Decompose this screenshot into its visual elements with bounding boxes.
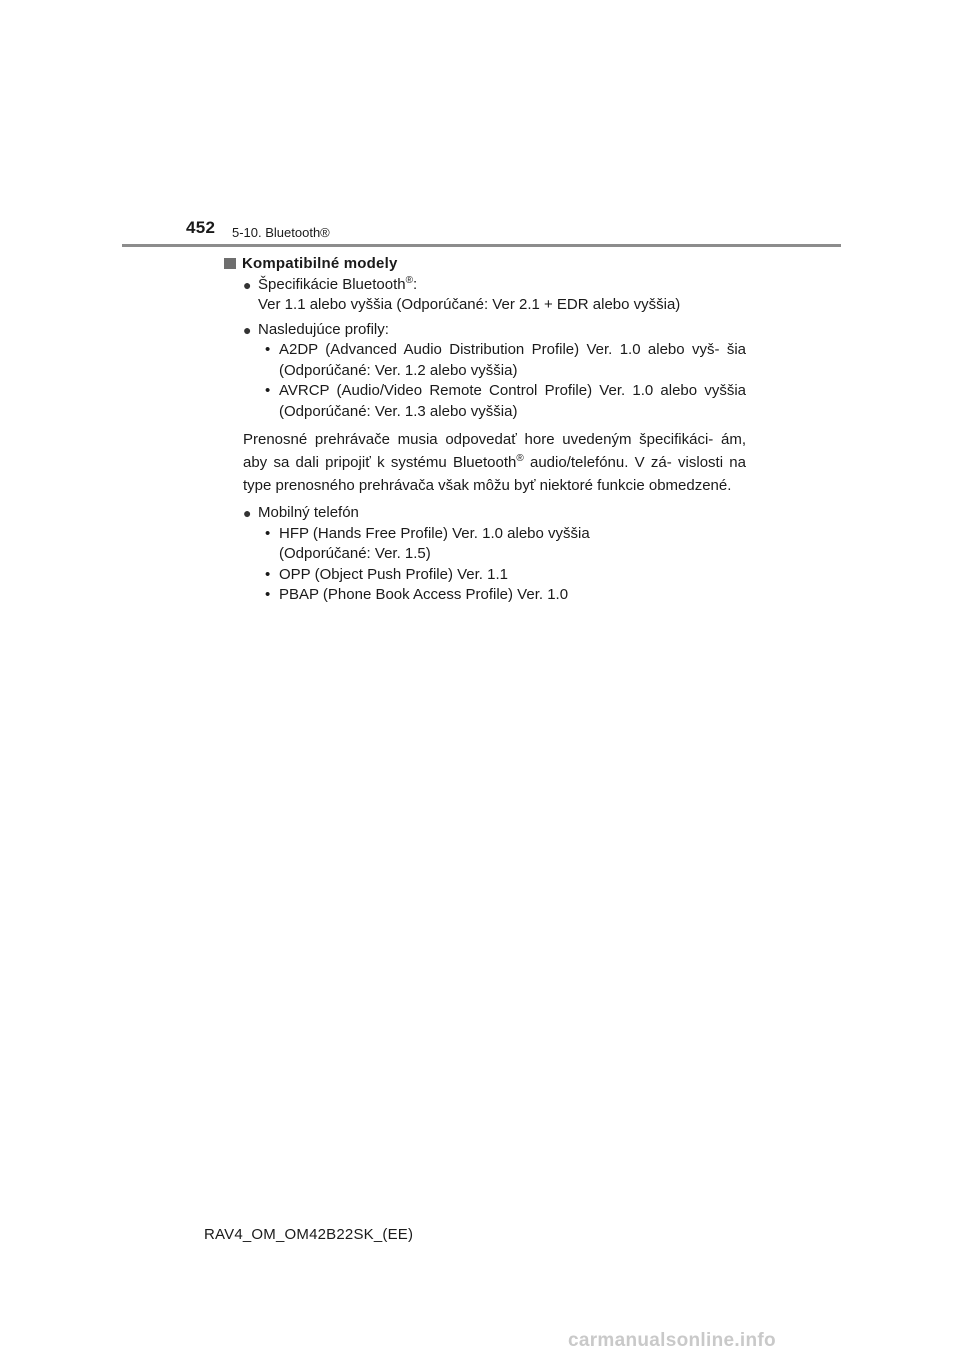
dot-bullet-icon: • [265, 524, 271, 542]
profiles-label: Nasledujúce profily: [258, 320, 389, 338]
list-item [265, 524, 746, 565]
page-number: 452 [186, 218, 216, 237]
watermark: carmanualsonline.info [568, 1330, 776, 1351]
mobile-label: Mobilný telefón [258, 504, 359, 521]
profile-hfp: HFP (Hands Free Profile) Ver. 1.0 alebo vyššia [279, 524, 590, 542]
bluetooth-spec-detail: Ver 1.1 alebo vyššia (Odporúčané: Ver 2.1 + EDR alebo vyššia) [258, 296, 681, 313]
section-title: 5-10. Bluetooth® [232, 225, 330, 240]
profile-opp: OPP (Object Push Profile) Ver. 1.1 [279, 565, 508, 583]
bullet-profiles [243, 320, 746, 341]
profile-pbap: PBAP (Phone Book Access Profile) Ver. 1.0 [279, 586, 569, 603]
page-content [224, 254, 746, 606]
profile-avrcp: AVRCP (Audio/Video Remote Control Profile) Ver. 1.0 alebo vyššia (Odporúčané: Ver. 1.3 alebo vyššia) [279, 382, 746, 420]
circle-bullet-icon: ● [243, 276, 252, 293]
profile-hfp-note: (Odporúčané: Ver. 1.5) [279, 545, 431, 562]
dot-bullet-icon: • [265, 565, 271, 583]
list-item [265, 585, 746, 606]
header-divider [122, 244, 841, 247]
spec-label-colon: : [412, 275, 418, 293]
circle-bullet-icon: ● [243, 505, 252, 521]
bullet-mobile [243, 503, 746, 524]
registered-mark: ® [405, 274, 413, 286]
heading-text: Kompatibilné modely [242, 255, 398, 272]
document-code: RAV4_OM_OM42B22SK_(EE) [204, 1226, 414, 1243]
registered-mark: ® [516, 453, 524, 464]
profile-a2dp: A2DP (Advanced Audio Distribution Profile) Ver. 1.0 alebo vyš- šia (Odporúčané: Ver. 1.2 alebo vyššia) [279, 341, 746, 379]
list-item [265, 565, 746, 586]
dot-bullet-icon: • [265, 382, 271, 399]
list-item [265, 340, 746, 381]
compatibility-paragraph [243, 428, 746, 497]
dot-bullet-icon: • [265, 586, 271, 603]
section-heading [224, 254, 746, 275]
square-bullet-icon [224, 258, 236, 269]
spec-label-text: Špecifikácie Bluetooth [258, 275, 406, 293]
dot-bullet-icon: • [265, 341, 271, 358]
paragraph-part2: audio/telefónu. V zá- vislosti na type prenosného prehrávača však môžu byť niektoré funkcie obmedzené. [243, 454, 746, 494]
bullet-bluetooth-spec [243, 275, 746, 316]
list-item [265, 381, 746, 422]
bluetooth-spec-label [258, 275, 746, 296]
paragraph-part1: Prenosné prehrávače musia odpovedať hore uvedeným špecifikáci- ám, aby sa dali pripojiť k systému Bluetooth [243, 431, 746, 471]
circle-bullet-icon: ● [243, 321, 252, 338]
